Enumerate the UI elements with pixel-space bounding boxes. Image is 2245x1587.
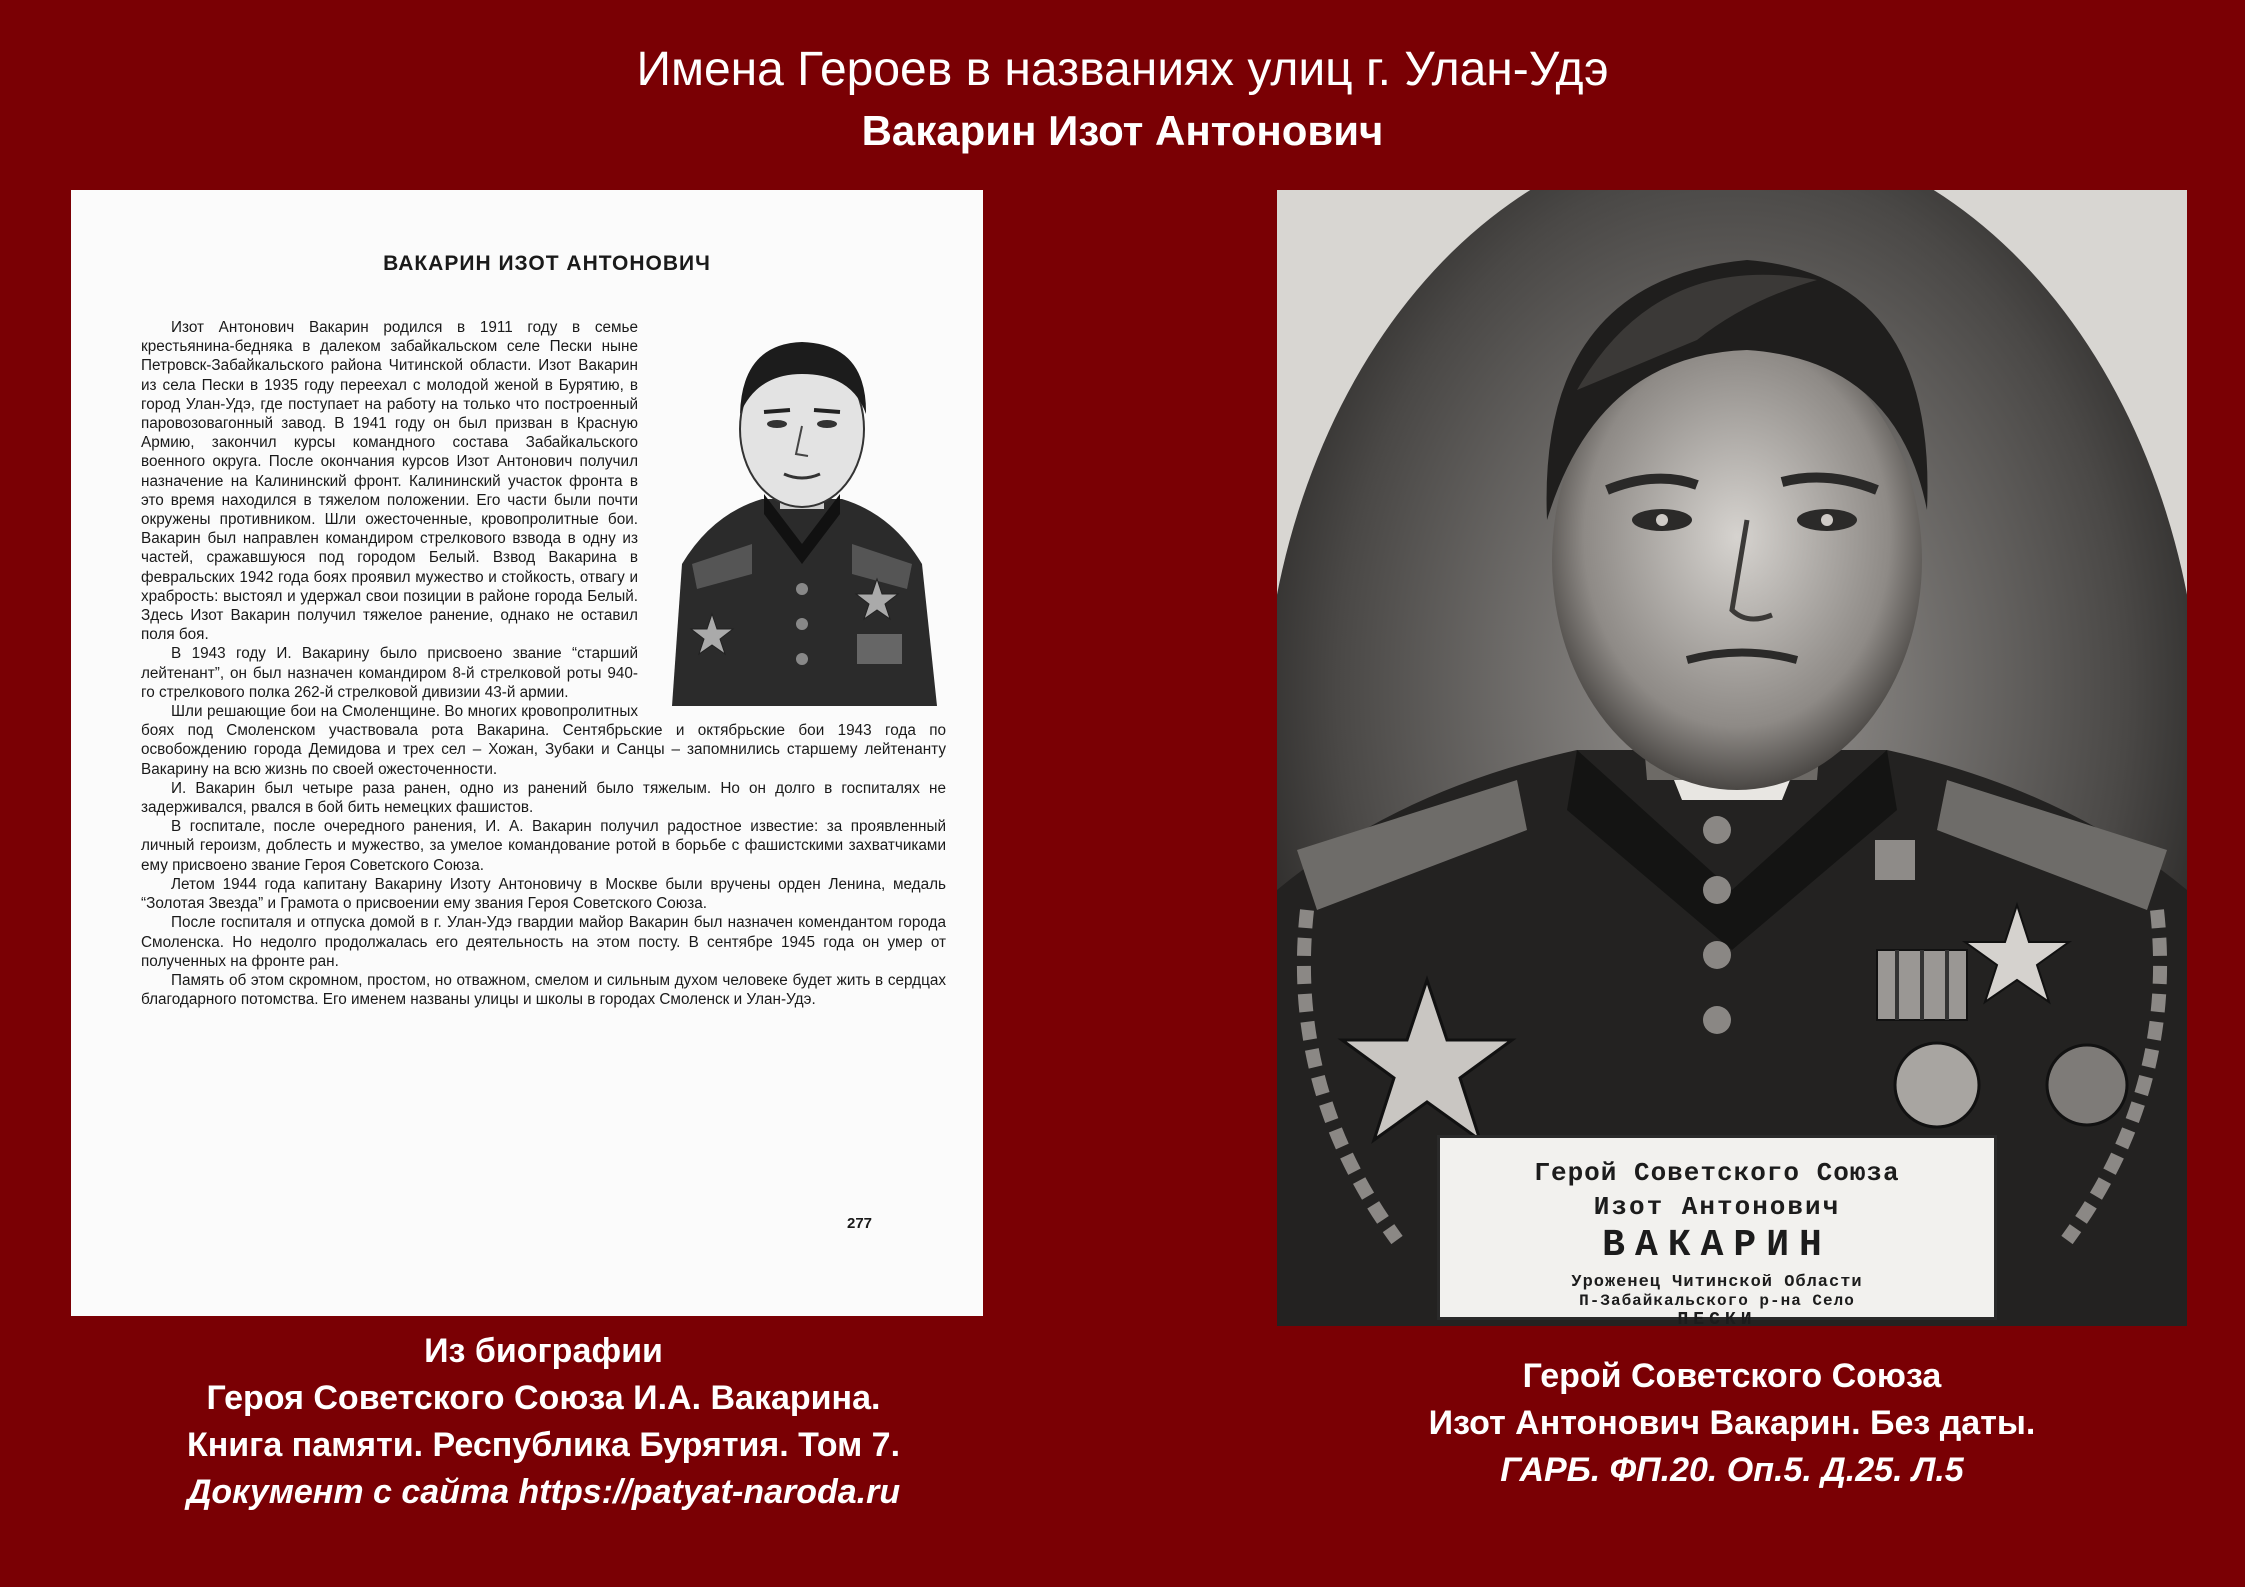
name-plaque	[1437, 1135, 1997, 1326]
caption-right-archive-ref: ГАРБ. ФП.20. Оп.5. Д.25. Л.5	[1500, 1451, 1964, 1489]
caption-left-line: Из биографии	[424, 1332, 663, 1370]
bio-paragraph: Изот Антонович Вакарин родился в 1911 году в семье крестьянина-бедняка в далеком забайкальском селе Пески ныне Петровск-Забайкальского района Читинской области. Изот Вакарин из села Пески в 1935 году переехал с молодой женой в Бурятию, в город Улан-Удэ, где поступает на работу на только что построенный паровозовагонный завод. В 1941 году он был призван в Красную Армию, закончил курсы командного состава Забайкальского военного округа. После окончания курсов Изот Антонович получил назначение на Калининский фронт. Калининский участок фронта в это время находился в тяжелом положении. Его части были почти окружены противником. Шли ожесточенные, кровопролитные бои. Вакарин был направлен командиром стрелкового взвода в одну из частей, сражавшуюся под городом Белый. Взвод Вакарина в февральских 1942 года боях проявил мужество и стойкость, отвагу и храбрость: выстоял и удержал свои позиции в районе города Белый. Здесь Изот Вакарин получил тяжелое ранение, однако не оставил поля боя.	[141, 319, 638, 644]
header	[0, 40, 2245, 160]
book-page-scan	[71, 190, 983, 1316]
page-subtitle: Вакарин Изот Антонович	[861, 107, 1384, 154]
plaque-village: ПЕСКИ	[1677, 1310, 1757, 1326]
bio-paragraph: В 1943 году И. Вакарину было присвоено звание “старший лейтенант”, он был назначен командиром 8-й стрелковой роты 940-го стрелкового полка 262-й стрелковой дивизии 43-й армии.	[141, 645, 638, 701]
bio-paragraph: Память об этом скромном, простом, но отважном, смелом и сильным духом человеке будет жить в сердцах благодарного потомства. Его именем названы улицы и школы в городах Смоленск и Улан-Удэ.	[141, 971, 946, 1009]
bio-paragraph: Шли решающие бои на Смоленщине. Во многих кровопролитных боях под Смоленском участвовала рота Вакарина. Сентябрьские и октябрьские бои 1943 года по освобождению города Демидова и трех сел – Хожан, Зубаки и Санцы – запомнились старшему лейтенанту Вакарину на всю жизнь по своей ожесточенности.	[141, 703, 946, 778]
caption-right-line: Герой Советского Союза	[1522, 1357, 1942, 1395]
caption-left	[71, 1328, 1016, 1516]
page-number: 277	[847, 1215, 873, 1232]
caption-left-line: Героя Советского Союза И.А. Вакарина.	[206, 1379, 881, 1417]
bio-paragraph: Летом 1944 года капитану Вакарину Изоту Антоновичу в Москве были вручены орден Ленина, медаль “Золотая Звезда” и Грамота о присвоении ему звания Героя Советского Союза.	[141, 875, 946, 913]
plaque-name: Изот Антонович	[1593, 1192, 1841, 1222]
page-title: Имена Героев в названиях улиц г. Улан-Удэ	[636, 43, 1609, 96]
biography-text	[141, 318, 946, 1009]
plaque-district: П-Забайкальского р-на Село	[1579, 1292, 1855, 1310]
bio-paragraph: В госпитале, после очередного ранения, И. А. Вакарин получил радостное известие: за проявленный личный героизм, доблесть и мужество, за умелое командование ротой в борьбе с фашистскими захватчиками ему присвоено звание Героя Советского Союза.	[141, 818, 946, 874]
plaque-origin: Уроженец Читинской Области	[1571, 1273, 1863, 1292]
bio-paragraph: И. Вакарин был четыре раза ранен, одно из ранений было тяжелым. Но он долго в госпиталях не задерживался, рвался в бой бить немецких фашистов.	[141, 779, 946, 817]
caption-left-source: Документ с сайта https://patyat-naroda.ru	[186, 1473, 901, 1511]
caption-right	[1277, 1353, 2187, 1494]
plaque-title: Герой Советского Союза	[1534, 1158, 1900, 1188]
bio-paragraph: После госпиталя и отпуска домой в г. Улан-Удэ гвардии майор Вакарин был назначен комендантом города Смоленска. Но недолго продолжалась его деятельность на этом посту. В сентябре 1945 года он умер от полученных на фронте ран.	[141, 914, 946, 970]
plaque-surname: ВАКАРИН	[1602, 1224, 1832, 1267]
portrait-drawing	[652, 314, 952, 706]
archival-portrait-photo	[1277, 190, 2187, 1326]
caption-left-line: Книга памяти. Республика Бурятия. Том 7.	[186, 1426, 901, 1464]
book-page-heading: ВАКАРИН ИЗОТ АНТОНОВИЧ	[383, 252, 711, 275]
caption-right-line: Изот Антонович Вакарин. Без даты.	[1428, 1404, 2036, 1442]
